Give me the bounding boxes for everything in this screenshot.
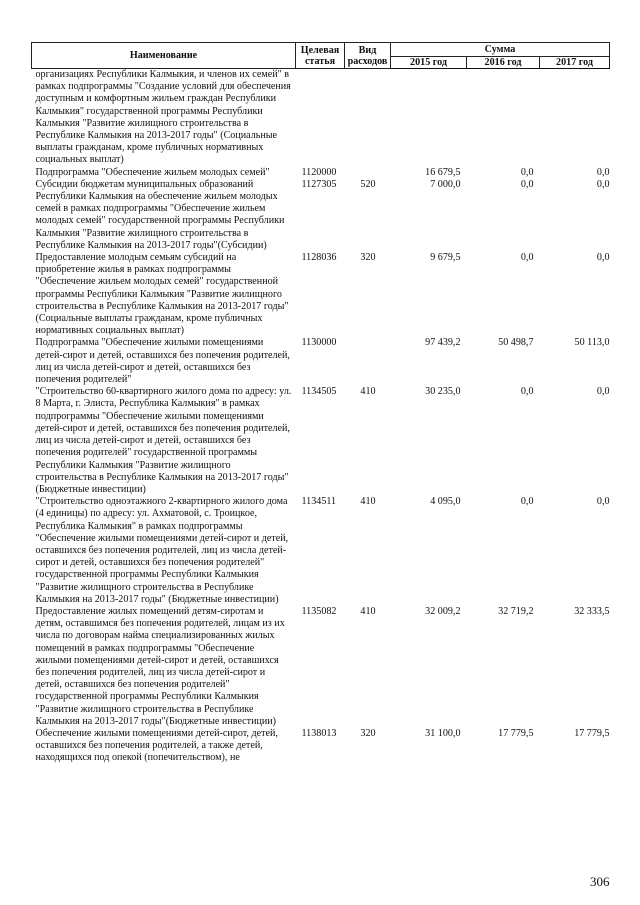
header-year-2017: 2017 год [540,57,610,69]
cell-expense-type [345,337,391,386]
header-expense-type [345,43,391,69]
cell-sum-2016: 0,0 [520,178,534,190]
table-row [32,252,610,337]
cell-sum-2015: 31 100,0 [425,727,461,739]
cell-name: Обеспечение жилыми помещениями детей-сирот, детей, оставшихся без попечения родителей, а также детей, находящихся под опекой (попечительством), не [35,727,278,764]
cell-sum-2015: 4 095,0 [430,496,461,508]
cell-name: Подпрограмма "Обеспечение жилыми помещениями детей-сирот и детей, оставшихся без попечения родителей, лиц из числа детей-сирот и детей, оставшихся без попечения родителей" [35,337,290,386]
cell-target-article: 1138013 [301,727,337,739]
table-row [32,69,610,167]
cell-sum-2016: 0,0 [520,252,534,264]
cell-sum-2015: 9 679,5 [430,252,461,264]
cell-sum-2017: 0,0 [596,252,610,264]
cell-sum-2017 [540,69,610,167]
cell-expense-type: 320 [360,727,376,739]
cell-expense-type: 410 [360,496,376,508]
budget-table [31,42,610,765]
cell-target-article: 1130000 [301,337,337,349]
cell-sum-2015: 30 235,0 [425,386,461,398]
header-type-line2: расходов [347,55,388,67]
table-body [32,69,610,765]
header-year-2015: 2015 год [391,57,467,69]
cell-name: Предоставление жилых помещений детям-сиротам и детям, оставшимся без попечения родителей, лицам из их числа по договорам найма специализированных жилых помещений в рамках подпрограммы "Обеспечение жилыми помещениями детей-сирот и детей, оставшихся без попечения родителей, лиц из числа детей-сирот и детей, оставшихся без попечения родителей" государственной программы Республики Калмыкия "Развитие жилищного строительства в Республике Калмыкия на 2013-2017 годы"(Бюджетные инвестиции) [35,605,285,727]
cell-sum-2017: 17 779,5 [574,727,610,739]
cell-target-article: 1127305 [301,178,337,190]
cell-expense-type [345,167,391,179]
cell-sum-2017: 50 113,0 [574,337,610,349]
table-row [32,167,610,179]
cell-name: Субсидии бюджетам муниципальных образований Республики Калмыкия на обеспечение жильем молодых семей в рамках подпрограммы "Обеспечение жильем молодых семей" государственной программы Республики Калмыкия "Развитие жилищного строительства в Республике Калмыкия на 2013-2017 годы"(Субсидии) [35,178,285,251]
cell-sum-2016: 0,0 [520,496,534,508]
cell-sum-2016 [467,69,540,167]
cell-sum-2017: 0,0 [596,386,610,398]
cell-name: Подпрограмма "Обеспечение жильем молодых семей" [35,166,270,178]
cell-sum-2015: 97 439,2 [425,337,461,349]
cell-sum-2016: 50 498,7 [498,337,534,349]
cell-sum-2015 [391,69,467,167]
cell-sum-2015: 16 679,5 [425,166,461,178]
cell-sum-2015: 32 009,2 [425,605,461,617]
cell-target-article: 1134511 [301,496,337,508]
cell-target-article: 1134505 [301,386,337,398]
cell-expense-type: 320 [360,252,376,264]
cell-target-article: 1128036 [301,252,337,264]
header-target-article [296,43,345,69]
table-row [32,496,610,606]
cell-name: организациях Республики Калмыкия, и членов их семей" в рамках подпрограммы "Создание условий для обеспечения доступным и комфортным жильем граждан Республики Калмыкия" государственной программы Республики Калмыкия "Развитие жилищного строительства в Республике Калмыкия на 2013-2017 годы" (Социальные выплаты гражданам, кроме публичных нормативных социальных выплат) [35,69,291,166]
cell-sum-2016: 0,0 [520,386,534,398]
cell-sum-2015: 7 000,0 [430,178,461,190]
cell-sum-2016: 0,0 [520,166,534,178]
cell-sum-2017: 0,0 [596,178,610,190]
cell-target-article: 1135082 [301,605,337,617]
cell-name: "Строительство 60-квартирного жилого дома по адресу: ул. 8 Марта, г. Элиста, Республика Калмыкия" в рамках подпрограммы "Обеспечение жилыми помещениями детей-сирот и детей, оставшихся без попечения родителей, лиц из числа детей-сирот и детей, оставшихся без попечения родителей" государственной программы Республики Калмыкия "Развитие жилищного строительства в Республике Калмыкия на 2013-2017 годы" (Бюджетные инвестиции) [35,386,292,495]
cell-expense-type: 410 [360,386,376,398]
header-code-line1: Целевая [300,44,340,56]
cell-sum-2017: 0,0 [596,166,610,178]
cell-sum-2016: 17 779,5 [498,727,534,739]
table-row [32,337,610,386]
cell-expense-type [345,69,391,167]
header-type-line1: Вид [358,44,377,56]
header-code-line2: статья [304,55,336,67]
header-name: Наименование [32,43,296,69]
cell-expense-type: 520 [360,178,376,190]
cell-target-article [296,69,345,167]
cell-sum-2016: 32 719,2 [498,605,534,617]
header-sum: Сумма [391,43,610,57]
page-number: 306 [590,874,610,889]
table-row [32,179,610,252]
table-header [32,43,610,69]
cell-sum-2017: 32 333,5 [574,605,610,617]
cell-name: Предоставление молодым семьям субсидий на приобретение жилья в рамках подпрограммы "Обеспечение жильем молодых семей" государственной программы Республики Калмыкия "Развитие жилищного строительства в Республике Калмыкия на 2013-2017 годы" (Социальные выплаты гражданам, кроме публичных нормативных социальных выплат) [35,252,289,337]
cell-target-article: 1120000 [301,166,337,178]
table-row [32,606,610,728]
cell-sum-2017: 0,0 [596,496,610,508]
table-row [32,728,610,765]
table-row [32,386,610,496]
cell-name: "Строительство одноэтажного 2-квартирного жилого дома (4 единицы) по адресу: ул. Ахматовой, с. Троицкое, Республика Калмыкия" в рамках подпрограммы "Обеспечение жилыми помещениями детей-сирот и детей, оставшихся без попечения родителей, лиц из числа детей-сирот и детей, оставшихся без попечения родителей" государственной программы Республики Калмыкия "Развитие жилищного строительства в Республике Калмыкия на 2013-2017 годы" (Бюджетные инвестиции) [35,496,289,605]
cell-expense-type: 410 [360,605,376,617]
header-year-2016: 2016 год [467,57,540,69]
